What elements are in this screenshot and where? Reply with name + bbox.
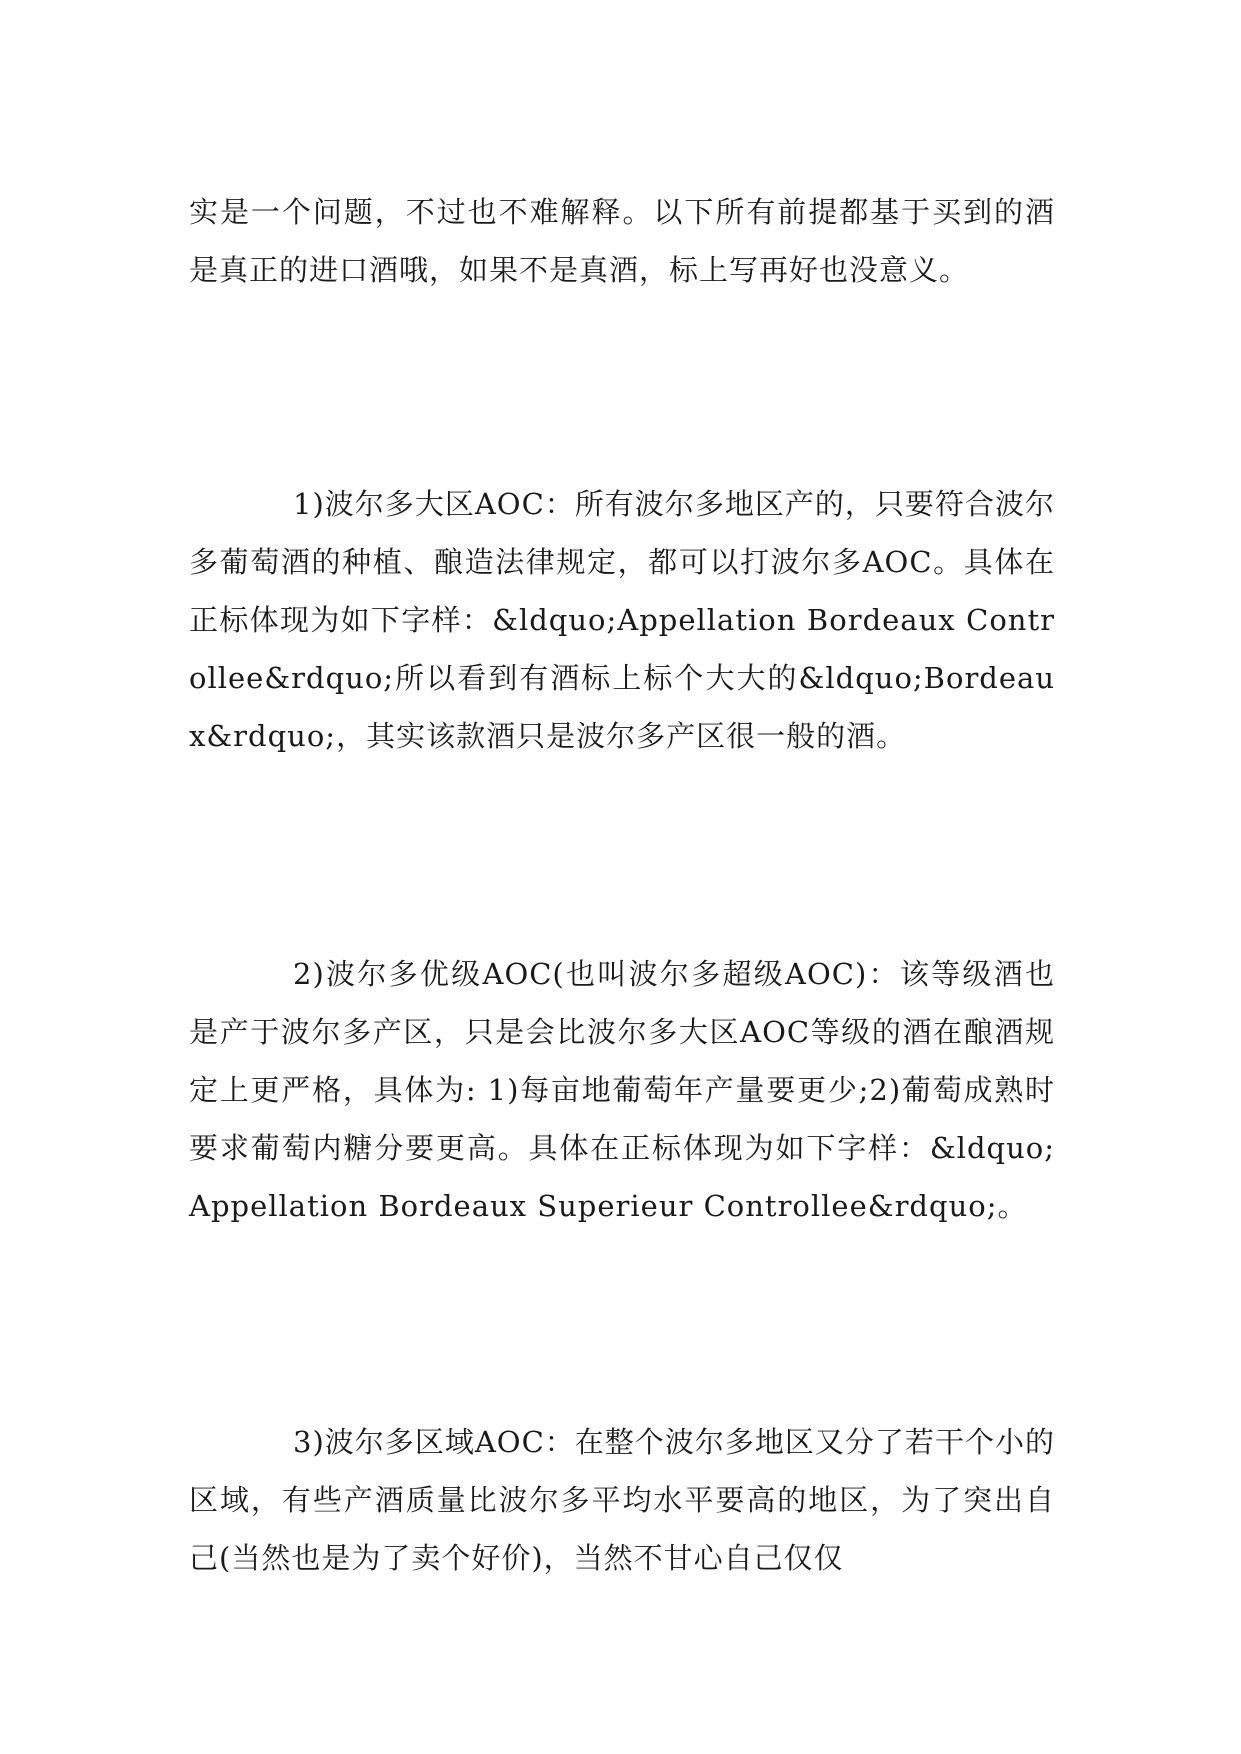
paragraph-bordeaux-aoc: 1)波尔多大区AOC：所有波尔多地区产的，只要符合波尔多葡萄酒的种植、酿造法律规定，都可以打波尔多AOC。具体在正标体现为如下字样：&ldquo;Appellation Bordeaux Controllee&rdquo;所以看到有酒标上标个大大的&ldquo;Bordeaux&rdquo;，其实该款酒只是波尔多产区很一般的酒。 — [189, 487, 1055, 753]
paragraph-bordeaux-superieur-aoc: 2)波尔多优级AOC(也叫波尔多超级AOC)：该等级酒也是产于波尔多产区，只是会比波尔多大区AOC等级的酒在酿酒规定上更严格，具体为: 1)每亩地葡萄年产量要更少;2)葡萄成熟时要求葡萄内糖分要更高。具体在正标体现为如下字样：&ldquo;Appellation Bordeaux Superieur Controllee&rdquo;。 — [189, 957, 1055, 1223]
paragraph-continuation: 实是一个问题，不过也不难解释。以下所有前提都基于买到的酒是真正的进口酒哦，如果不是真酒，标上写再好也没意义。 — [189, 195, 1055, 287]
paragraph-bordeaux-regional-aoc: 3)波尔多区域AOC：在整个波尔多地区又分了若干个小的区域，有些产酒质量比波尔多平均水平要高的地区，为了突出自己(当然也是为了卖个好价)，当然不甘心自己仅仅 — [189, 1425, 1055, 1575]
